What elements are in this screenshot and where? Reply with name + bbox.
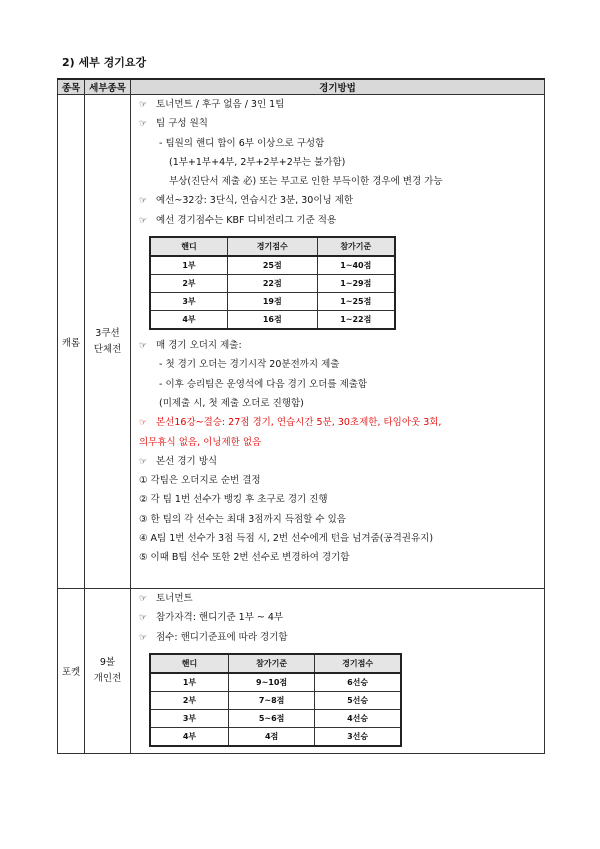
pointing-hand-icon: ☞	[139, 418, 148, 429]
rule-text: 예선~32강: 3단식, 연습시간 3분, 30이닝 제한	[156, 195, 354, 207]
competition-rules-table	[57, 78, 545, 754]
rule-line	[139, 114, 544, 133]
table-cell: 4부	[150, 311, 227, 330]
rule-text: 예선 경기점수는 KBF 디비전리그 기준 적용	[156, 214, 337, 226]
pocket-sub-event-line2: 개인전	[93, 672, 122, 684]
carom-sub-event-line2: 단체전	[93, 343, 122, 355]
table-cell: 16점	[227, 311, 317, 330]
table-cell: 4점	[229, 727, 315, 746]
score-table-header-cell: 경기점수	[315, 654, 401, 673]
rule-text: (미제출 시, 첫 제출 오더로 진행함)	[159, 397, 304, 409]
rule-text: 의무휴식 없음, 이닝제한 없음	[139, 436, 262, 448]
table-row	[150, 293, 395, 311]
score-table-header-cell: 경기점수	[227, 237, 317, 256]
table-row	[150, 256, 395, 275]
score-table-header-cell: 핸디	[150, 654, 229, 673]
table-cell: 6선승	[315, 673, 401, 692]
table-row	[150, 709, 401, 727]
header-row	[58, 79, 545, 95]
table-cell: 1~29점	[317, 275, 395, 293]
score-table-header-row	[150, 237, 395, 256]
header-method: 경기방법	[131, 79, 545, 95]
pocket-method-cell	[131, 589, 545, 754]
pocket-sub-event-cell	[85, 589, 131, 754]
pointing-hand-icon: ☞	[139, 456, 148, 467]
rule-text: 점수: 핸디기준표에 따라 경기함	[156, 631, 288, 643]
score-table-header-cell: 핸디	[150, 237, 227, 256]
pocket-sub-event-line1: 9볼	[99, 656, 116, 668]
table-cell: 19점	[227, 293, 317, 311]
pointing-hand-icon: ☞	[139, 100, 148, 110]
rule-line	[139, 95, 544, 114]
rule-text: 토너먼트 / 후구 없음 / 3인 1팀	[156, 99, 285, 110]
table-cell: 3부	[150, 709, 229, 727]
table-row	[150, 275, 395, 293]
carom-row	[58, 95, 545, 589]
table-cell: 1~40점	[317, 256, 395, 275]
score-table-header-cell: 참가기준	[317, 237, 395, 256]
pocket-event-cell: 포켓	[58, 589, 85, 754]
rule-text: ② 각 팀 1번 선수가 뱅킹 후 초구로 경기 진행	[139, 494, 328, 506]
table-cell: 2부	[150, 275, 227, 293]
rule-line	[139, 471, 544, 490]
table-cell: 3선승	[315, 727, 401, 746]
rule-line	[139, 548, 544, 567]
pocket-rules-list	[139, 589, 544, 647]
pointing-hand-icon: ☞	[139, 341, 148, 352]
table-cell: 1~22점	[317, 311, 395, 330]
rule-text: 팀 구성 원칙	[156, 118, 208, 130]
pocket-score-table	[149, 653, 402, 747]
rule-line	[139, 355, 544, 374]
score-table-header-cell: 참가기준	[229, 654, 315, 673]
rule-text: (1부+1부+4부, 2부+2부+2부는 불가함)	[169, 156, 346, 168]
table-cell: 4선승	[315, 709, 401, 727]
pointing-hand-icon: ☞	[139, 594, 148, 604]
carom-method-cell	[131, 95, 545, 589]
table-cell: 22점	[227, 275, 317, 293]
carom-rules-list-b	[139, 336, 544, 568]
rule-text: 본선16강~결승: 27점 경기, 연습시간 5분, 30초제한, 타임아웃 3회,	[156, 417, 442, 429]
rule-line	[139, 433, 544, 452]
pointing-hand-icon: ☞	[139, 119, 148, 130]
table-cell: 3부	[150, 293, 227, 311]
rule-line	[139, 510, 544, 529]
score-table-header-row	[150, 654, 401, 673]
table-cell: 5선승	[315, 691, 401, 709]
rule-line	[139, 490, 544, 509]
rule-text: 토너먼트	[156, 593, 193, 604]
rule-line	[139, 589, 544, 608]
table-cell: 1부	[150, 673, 229, 692]
table-row	[150, 691, 401, 709]
table-cell: 4부	[150, 727, 229, 746]
rule-line	[139, 452, 544, 471]
table-cell: 9~10점	[229, 673, 315, 692]
pointing-hand-icon: ☞	[139, 613, 148, 624]
rule-text: ① 각팀은 오더지로 순번 결정	[139, 475, 261, 487]
rule-line	[139, 394, 544, 413]
table-cell: 5~6점	[229, 709, 315, 727]
rule-text: 매 경기 오더지 제출:	[156, 340, 242, 352]
rule-line	[139, 529, 544, 548]
rule-text: - 팀원의 핸디 합이 6부 이상으로 구성함	[159, 137, 325, 149]
pointing-hand-icon: ☞	[139, 632, 148, 643]
rule-line	[139, 191, 544, 210]
rule-line	[139, 211, 544, 230]
table-row	[150, 673, 401, 692]
rule-line	[139, 608, 544, 627]
rule-text: 참가자격: 핸디기준 1부 ~ 4부	[156, 612, 284, 624]
rule-text: - 이후 승리팀은 운영석에 다음 경기 오더를 제출함	[159, 378, 368, 390]
pocket-row	[58, 589, 545, 754]
header-sub-event: 세부종목	[85, 79, 131, 95]
carom-rules-list-a	[139, 95, 544, 230]
carom-sub-event-line1: 3쿠션	[95, 327, 120, 339]
rule-text: ④ A팀 1번 선수가 3점 득점 시, 2번 선수에게 턴을 넘겨줌(공격권유지)	[139, 533, 434, 545]
table-cell: 25점	[227, 256, 317, 275]
rule-text: 부상(진단서 제출 必) 또는 부고로 인한 부득이한 경우에 변경 가능	[169, 176, 443, 188]
pointing-hand-icon: ☞	[139, 215, 148, 226]
rule-text: - 첫 경기 오더는 경기시작 20분전까지 제출	[159, 359, 340, 371]
rule-line	[139, 628, 544, 647]
carom-event-cell: 캐롬	[58, 95, 85, 589]
rule-text: 본선 경기 방식	[156, 455, 218, 467]
rule-line	[139, 336, 544, 355]
pointing-hand-icon: ☞	[139, 196, 148, 207]
rule-line	[139, 413, 544, 432]
carom-sub-event-cell	[85, 95, 131, 589]
rule-text: ③ 한 팀의 각 선수는 최대 3점까지 득점할 수 있음	[139, 513, 346, 525]
rule-line	[139, 375, 544, 394]
rule-line	[139, 153, 544, 172]
section-title: 2) 세부 경기요강	[62, 56, 147, 69]
rule-line	[139, 134, 544, 153]
carom-score-table	[149, 236, 396, 330]
table-cell: 1부	[150, 256, 227, 275]
table-cell: 7~8점	[229, 691, 315, 709]
rule-line	[139, 172, 544, 191]
table-row	[150, 311, 395, 330]
table-cell: 2부	[150, 691, 229, 709]
header-event: 종목	[58, 79, 85, 95]
rule-text: ⑤ 이때 B팀 선수 또한 2번 선수로 변경하여 경기함	[139, 552, 350, 564]
table-cell: 1~25점	[317, 293, 395, 311]
table-row	[150, 727, 401, 746]
